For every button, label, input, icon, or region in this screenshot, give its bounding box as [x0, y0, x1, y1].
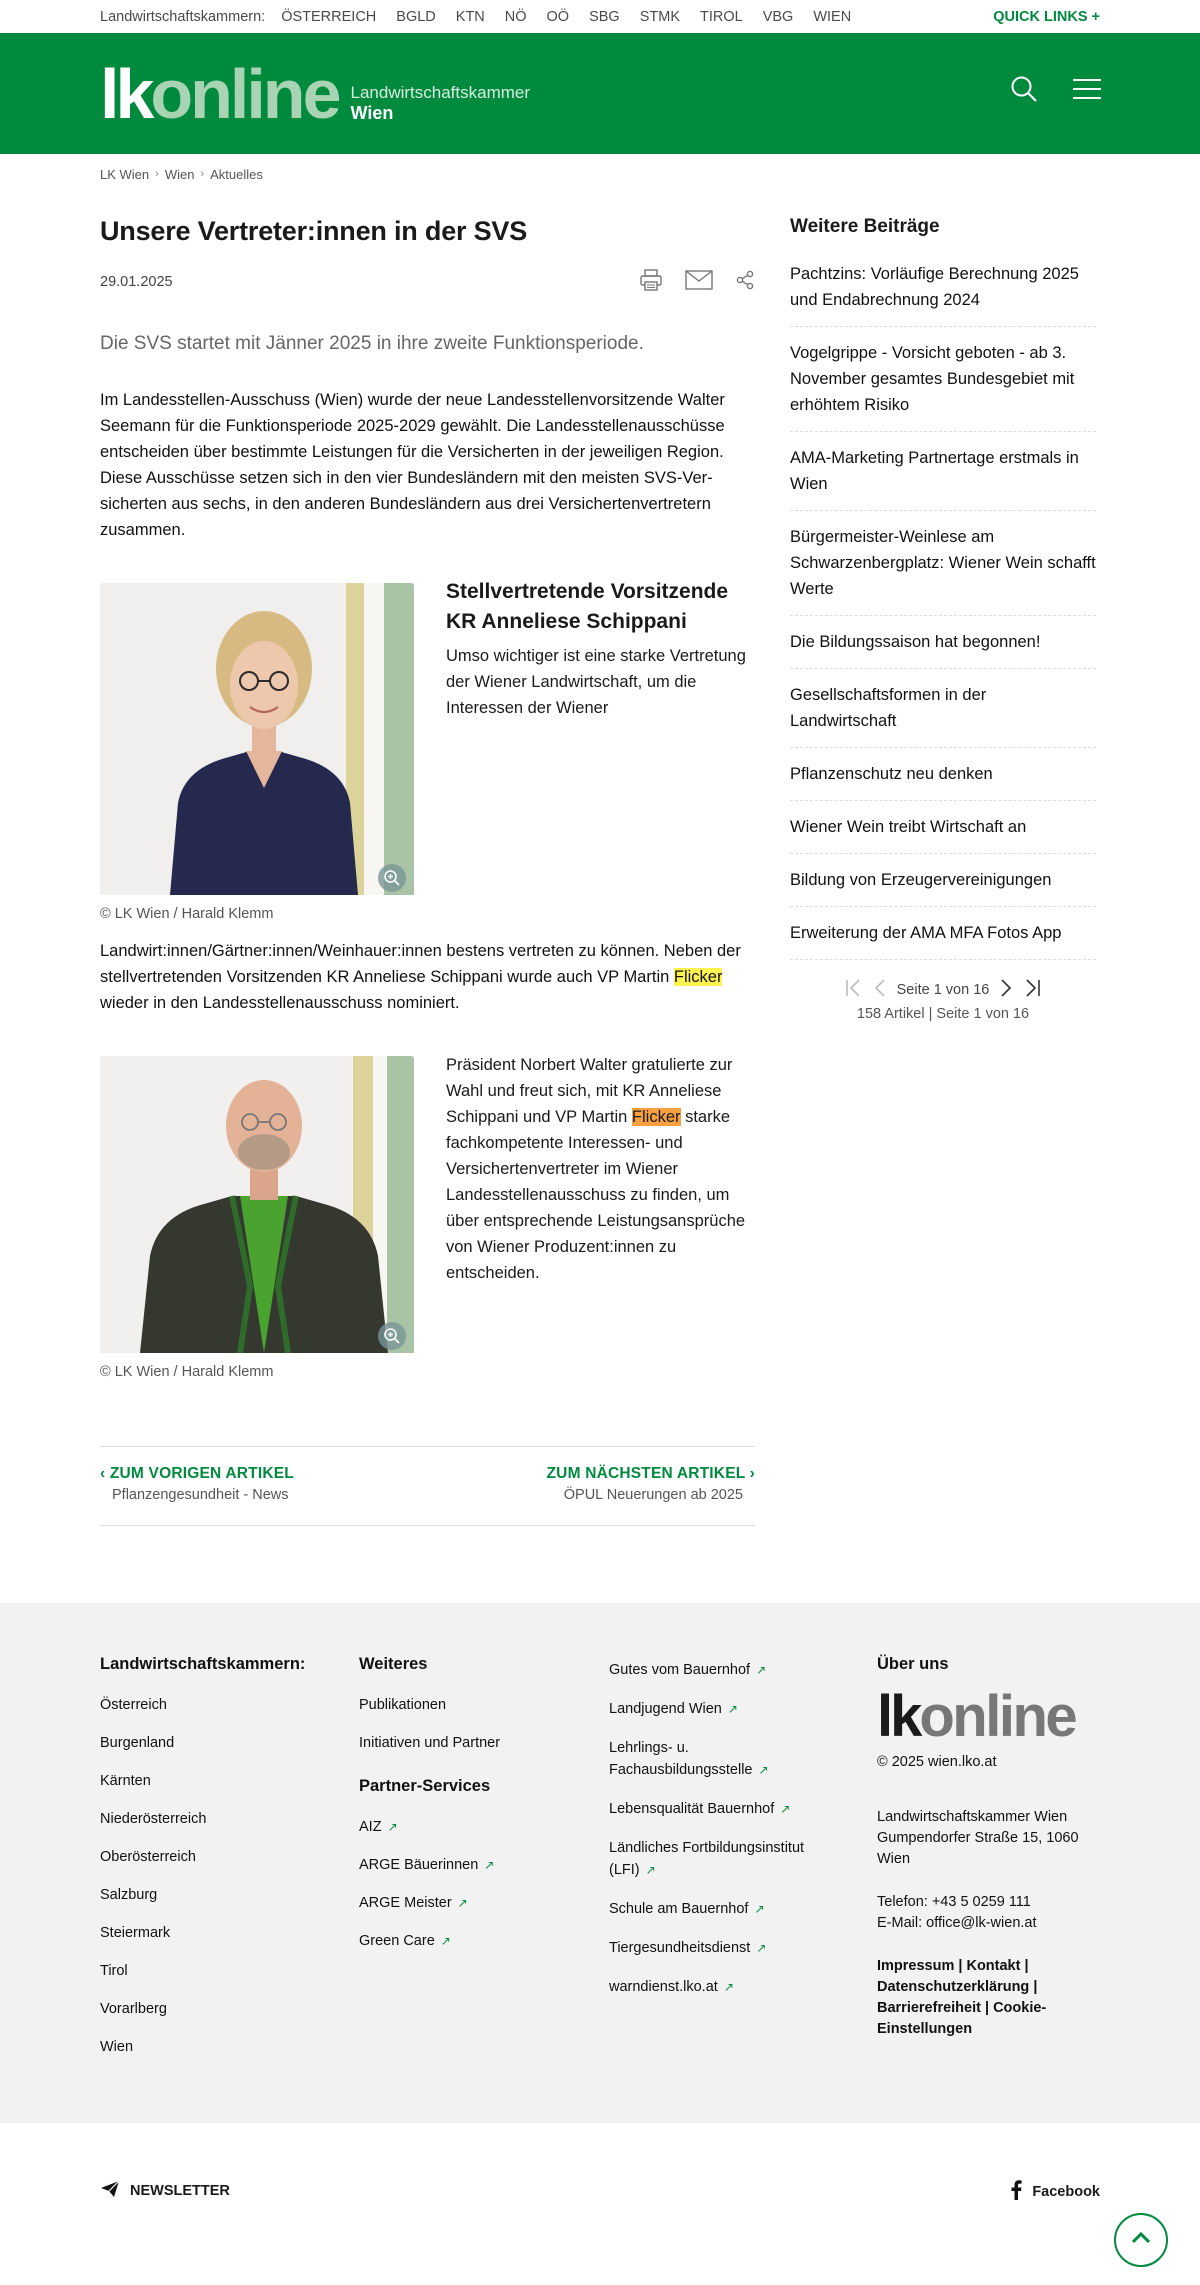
footer-link[interactable]: Kärnten [100, 1773, 151, 1789]
chamber-link-tirol[interactable]: TIROL [700, 8, 743, 25]
footer-link-label: ARGE Bäuerinnen [359, 1857, 479, 1873]
photo-caption: © LK Wien / Harald Klemm [100, 906, 274, 922]
prev-page-icon[interactable] [873, 978, 887, 1002]
back-to-top-button[interactable] [1114, 2213, 1168, 2267]
chamber-link-bgld[interactable]: BGLD [396, 8, 436, 25]
chambers-label: Landwirtschaftskammern: [100, 8, 266, 25]
zoom-in-icon[interactable] [378, 1322, 406, 1350]
newsletter-label: NEWSLETTER [130, 2183, 230, 2199]
footer-address [877, 1807, 1100, 1870]
footer-external-link[interactable] [359, 1894, 609, 1913]
newsletter-link[interactable] [100, 2180, 230, 2202]
photo-schippani[interactable] [100, 583, 414, 900]
facebook-icon [1010, 2180, 1022, 2204]
footer-link[interactable]: Niederösterreich [100, 1811, 207, 1827]
sidebar-post-link[interactable]: Erweiterung der AMA MFA Fotos App [790, 907, 1096, 960]
last-page-icon[interactable] [1023, 978, 1041, 1002]
footer-copyright: © 2025 wien.lko.at [877, 1754, 997, 1770]
external-link-icon: ↗ [758, 1763, 769, 1777]
footer-external-link[interactable] [609, 1898, 877, 1920]
site-logo[interactable] [100, 54, 531, 133]
footer-external-link[interactable] [359, 1932, 609, 1951]
page-indicator: Seite 1 von 16 [896, 982, 990, 998]
footer-link-label: AIZ [359, 1819, 382, 1835]
article [100, 186, 755, 1526]
breadcrumb [0, 154, 1200, 186]
footer-external-link[interactable] [609, 1798, 877, 1820]
footer-external-link[interactable] [609, 1937, 877, 1959]
figure2-text-b: starke fachkompetente Interessen- und Versichertenvertreter im Wiener Landesstellenausschuss zu finden, um über entsprechende Leistungsansprüche von Wiener Produzent:innen zu entscheiden. [446, 1108, 746, 1282]
prev-article-link[interactable] [100, 1465, 294, 1525]
footer-external-link[interactable] [359, 1856, 609, 1875]
external-link-icon: ↗ [440, 1934, 451, 1948]
footer-link[interactable]: Wien [100, 2039, 134, 2055]
chamber-link-vbg[interactable]: VBG [762, 8, 794, 25]
chamber-link-oesterreich[interactable]: ÖSTERREICH [281, 8, 377, 25]
footer-link[interactable]: Oberösterreich [100, 1849, 196, 1865]
chevron-right-icon: › [155, 168, 159, 180]
footer-link-label: Gutes vom Bauernhof [609, 1662, 751, 1678]
footer-external-link[interactable] [609, 1837, 839, 1881]
page-title: Unsere Vertreter:innen in der SVS [100, 216, 528, 246]
photo-caption: © LK Wien / Harald Klemm [100, 1364, 274, 1380]
next-article-label: ZUM NÄCHSTEN ARTIKEL [546, 1465, 746, 1482]
figure-text [446, 1052, 755, 1286]
paper-plane-icon [100, 2180, 120, 2202]
next-page-icon[interactable] [999, 978, 1013, 1002]
breadcrumb-wien[interactable]: Wien [164, 166, 195, 182]
footer-address-line1: Landwirtschaftskammer Wien [877, 1809, 1068, 1825]
site-footer [0, 1603, 1200, 2123]
chevron-right-icon: › [200, 168, 205, 180]
article-pager [100, 1446, 755, 1526]
article-body-continued [100, 938, 755, 1016]
logo-subtitle-line1: Landwirtschaftskammer [350, 82, 531, 102]
external-link-icon: ↗ [756, 1941, 767, 1955]
article-count: 158 Artikel | Seite 1 von 16 [856, 1006, 1030, 1022]
external-link-icon: ↗ [756, 1663, 767, 1677]
footer-external-link[interactable] [609, 1737, 829, 1781]
external-link-icon: ↗ [723, 1980, 734, 1994]
logo-subtitle [351, 83, 531, 123]
figure-heading: Stellvertretende Vorsitzende KR Anneliese Schippani [446, 580, 729, 633]
print-icon[interactable] [639, 269, 663, 295]
continued-text-a: Landwirt:innen/Gärtner:innen/Weinhauer:innen bestens vertreten zu können. Neben der stellvertretenden Vorsitzenden KR Anneliese Schippani wurde auch VP Martin [100, 942, 741, 986]
footer-link[interactable]: Steiermark [100, 1925, 171, 1941]
external-link-icon: ↗ [645, 1863, 656, 1877]
search-highlight: Flicker [673, 968, 723, 986]
next-article-link[interactable] [547, 1465, 755, 1525]
footer-logo-online: online [919, 1684, 1076, 1749]
prev-article-label: ZUM VORIGEN ARTIKEL [109, 1465, 294, 1482]
footer-link-label: Tiergesundheitsdienst [609, 1940, 751, 1956]
footer-external-link[interactable] [609, 1976, 877, 1998]
chamber-link-noe[interactable]: NÖ [504, 8, 527, 25]
footer-link[interactable]: Salzburg [100, 1887, 158, 1903]
footer-link-label: Lehrlings- u. Fachausbildungsstelle [609, 1740, 753, 1778]
footer-link-label: warndienst.lko.at [609, 1979, 718, 1995]
footer-external-link[interactable] [609, 1698, 877, 1720]
footer-logo-lk: lk [877, 1684, 920, 1749]
footer-link[interactable]: Österreich [100, 1697, 167, 1713]
footer-about-title: Über uns [877, 1655, 949, 1673]
footer-phone[interactable]: Telefon: +43 5 0259 111 [877, 1894, 1031, 1910]
footer-link[interactable]: Initiativen und Partner [359, 1735, 501, 1751]
facebook-label: Facebook [1032, 2184, 1100, 2200]
sidebar-post-link[interactable]: Vogelgrippe - Vorsicht geboten - ab 3. November gesamtes Bundesgebiet mit erhöhtem Risiko [790, 327, 1096, 432]
next-article-title: ÖPUL Neuerungen ab 2025 [563, 1487, 743, 1503]
logo-subtitle-line2: Wien [350, 102, 394, 123]
breadcrumb-aktuelles[interactable]: Aktuelles [210, 166, 263, 182]
article-body: Im Landesstellen-Ausschuss (Wien) wurde der neue Landesstellenvorsitzende Walter Seemann für die Funktionsperiode 2025-2029 gewählt. Die Landesstellenausschüsse entscheiden über bestimmte Leistungen für die Versicherten in der jeweiligen Region. Diese Ausschüsse setzen sich in den vier Bundesländern mit den meisten SVS-Versicherten aus sechs, in den anderen Bundesländern aus drei Versichertenvertretern zusammen. [100, 391, 725, 539]
sidebar-post-link[interactable]: Bürgermeister-Weinlese am Schwarzenbergplatz: Wiener Wein schafft Werte [790, 511, 1096, 616]
footer-link-label: Ländliches Fortbildungsinstitut (LFI) [609, 1840, 805, 1878]
prev-article-title: Pflanzengesundheit - News [112, 1487, 289, 1503]
logo-lk: lk [100, 54, 151, 133]
chamber-link-wien[interactable]: WIEN [813, 8, 852, 25]
footer-contact [877, 1892, 1100, 1934]
figure-text: Umso wichtiger ist eine starke Vertretung der Wiener Landwirtschaft, um die Interessen der Wiener [446, 647, 746, 717]
footer-chambers-title: Landwirtschaftskammern: [100, 1655, 306, 1673]
site-header [0, 33, 1200, 154]
figure2-text-a: Präsident Norbert Walter gratulierte zur Wahl und freut sich, mit KR Anneliese Schippani und VP Martin [446, 1056, 733, 1126]
external-link-icon: ↗ [727, 1702, 738, 1716]
sidebar-post-link[interactable]: Pflanzenschutz neu denken [790, 748, 1096, 801]
search-highlight: Flicker [631, 1108, 681, 1126]
chevron-up-icon [1130, 2227, 1152, 2254]
photo-flicker[interactable] [100, 1056, 414, 1358]
footer-link[interactable]: Tirol [100, 1963, 128, 1979]
external-link-icon: ↗ [387, 1820, 398, 1834]
footer-link-label: Schule am Bauernhof [609, 1901, 749, 1917]
zoom-in-icon[interactable] [378, 864, 406, 892]
footer-logo[interactable] [877, 1684, 1100, 1749]
sidebar-post-link[interactable]: Die Bildungssaison hat begonnen! [790, 616, 1096, 669]
footer-link-label: Lebensqualität Bauernhof [609, 1801, 775, 1817]
sidebar-post-link[interactable]: AMA-Marketing Partnertage erstmals in Wien [790, 432, 1096, 511]
article-date: 29.01.2025 [100, 274, 173, 290]
search-icon[interactable] [1010, 75, 1038, 108]
facebook-link[interactable] [1010, 2180, 1100, 2204]
chamber-link-ooe[interactable]: OÖ [546, 8, 570, 25]
footer-link[interactable]: Publikationen [359, 1697, 447, 1713]
footer-address-line2: Gumpendorfer Straße 15, 1060 Wien [877, 1830, 1079, 1867]
chamber-link-stmk[interactable]: STMK [639, 8, 680, 25]
sidebar-more-posts [790, 186, 1096, 1526]
sidebar-post-link[interactable]: Gesellschaftsformen in der Landwirtschaft [790, 669, 1096, 748]
menu-icon[interactable] [1072, 75, 1102, 108]
sidebar-post-link[interactable]: Wiener Wein treibt Wirtschaft an [790, 801, 1096, 854]
footer-link-label: ARGE Meister [359, 1895, 452, 1911]
footer-link[interactable]: Vorarlberg [100, 2001, 167, 2017]
footer-external-link[interactable] [609, 1659, 877, 1681]
chamber-link-ktn[interactable]: KTN [455, 8, 485, 25]
first-page-icon[interactable] [845, 978, 863, 1002]
footer-external-link[interactable] [359, 1818, 609, 1837]
footer-link-label: Landjugend Wien [609, 1701, 722, 1717]
breadcrumb-lk-wien[interactable]: LK Wien [100, 166, 150, 182]
article-lead: Die SVS startet mit Jänner 2025 in ihre zweite Funktionsperiode. [100, 333, 644, 354]
external-link-icon: ↗ [780, 1802, 791, 1816]
bottom-bar [0, 2123, 1200, 2285]
logo-online: online [150, 54, 339, 133]
footer-legal-links[interactable]: Impressum | Kontakt | Datenschutzerklärung | Barrierefreiheit | Cookie-Einstellungen [877, 1958, 1047, 2037]
footer-link-label: Green Care [359, 1933, 435, 1949]
external-link-icon: ↗ [484, 1858, 495, 1872]
external-link-icon: ↗ [457, 1896, 468, 1910]
sidebar-title: Weitere Beiträge [790, 216, 940, 237]
footer-partner-title: Partner-Services [359, 1777, 491, 1795]
share-icon[interactable] [735, 270, 755, 294]
footer-email[interactable]: E-Mail: office@lk-wien.at [877, 1915, 1037, 1931]
footer-link[interactable]: Burgenland [100, 1735, 175, 1751]
chevron-left-icon: ‹ [100, 1465, 110, 1482]
sidebar-post-link[interactable]: Pachtzins: Vorläufige Berechnung 2025 und Endabrechnung 2024 [790, 256, 1096, 327]
sidebar-pagination [790, 978, 1096, 1002]
chevron-right-icon: › [745, 1465, 755, 1482]
sidebar-post-link[interactable]: Bildung von Erzeugervereinigungen [790, 854, 1096, 907]
top-bar [0, 0, 1200, 33]
external-link-icon: ↗ [754, 1902, 765, 1916]
continued-text-b: wieder in den Landesstellenausschuss nominiert. [100, 994, 460, 1012]
footer-more-title: Weiteres [359, 1655, 428, 1673]
mail-icon[interactable] [685, 270, 713, 294]
chamber-link-sbg[interactable]: SBG [589, 8, 620, 25]
quick-links-button[interactable]: QUICK LINKS + [993, 8, 1100, 25]
